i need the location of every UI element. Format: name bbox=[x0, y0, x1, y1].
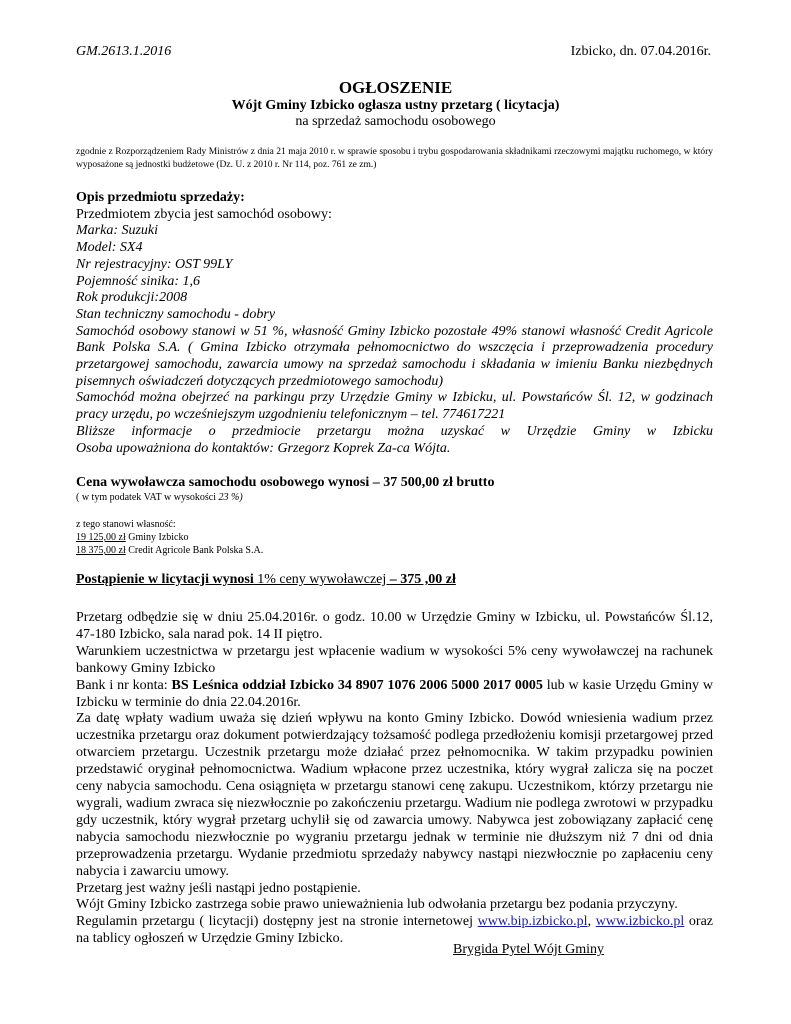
car-make: Marka: Suzuki bbox=[76, 223, 159, 239]
place-and-date: Izbicko, dn. 07.04.2016r. bbox=[570, 44, 711, 59]
more-info: Bliższe informacje o przedmiocie przetargu można uzyskać w Urzędzie Gminy w Izbicku bbox=[76, 423, 713, 439]
vat-value: 23 %) bbox=[218, 492, 243, 503]
bid-step-mid: 1% ceny wywoławczej bbox=[253, 572, 390, 587]
car-model: Model: SX4 bbox=[76, 240, 143, 256]
izbicko-link[interactable]: www.izbicko.pl bbox=[595, 914, 685, 930]
share-row bbox=[76, 544, 263, 557]
link-separator: , bbox=[587, 914, 596, 930]
vat-prefix: ( w tym podatek VAT w wysokości bbox=[76, 492, 219, 503]
car-engine: Pojemność sinika: 1,6 bbox=[76, 273, 201, 289]
description-heading: Opis przedmiotu sprzedaży: bbox=[76, 190, 245, 205]
reservation-paragraph: Wójt Gminy Izbicko zastrzega sobie prawo unieważnienia lub odwołania przetargu bez podania przyczyny. bbox=[76, 897, 678, 913]
regulations-paragraph bbox=[76, 914, 713, 948]
car-registration: Nr rejestracyjny: OST 99LY bbox=[76, 256, 233, 272]
bank-prefix: Bank i nr konta: bbox=[76, 677, 172, 693]
bank-account-paragraph bbox=[76, 678, 713, 712]
car-ownership: Samochód osobowy stanowi w 51 %, własność Gminy Izbicko pozostałe 49% stanowi własność Credit Agricole Bank Polska S.A. ( Gmina Izbicko otrzymała pełnomocnictwo do wszczęcia i przeprowadzenia procedury przetargowej samochodu, zawarcia umowy na sprzedaż samochodu i składania w imieniu Banku niezbędnych pisemnych oświadczeń dotyczących przedmiotowego samochodu) bbox=[76, 323, 713, 389]
document-subtitle: Wójt Gminy Izbicko ogłasza ustny przetarg ( licytacja) bbox=[231, 98, 560, 113]
shares-label: z tego stanowi własność: bbox=[76, 519, 176, 530]
share-owner: Credit Agricole Bank Polska S.A. bbox=[125, 545, 264, 556]
bip-link[interactable]: www.bip.izbicko.pl bbox=[477, 914, 588, 930]
reference-number: GM.2613.1.2016 bbox=[76, 44, 172, 59]
bank-suffix: lub w kasie Urzędu Gminy w Izbicku w terminie do dnia 22.04.2016r. bbox=[76, 677, 713, 710]
description-section bbox=[76, 190, 713, 457]
document-title: OGŁOSZENIE bbox=[338, 78, 453, 97]
deposit-rules-paragraph: Za datę wpłaty wadium uważa się dzień wpływu na konto Gminy Izbicko. Dowód wniesienia wadium przez uczestnika przetargu oraz dokument potwierdzający tożsamość podlega przedłożeniu komisji przetargowej przed otwarciem przetargu. Uczestnik przetargu może działać przez pełnomocnika. W takim przypadku powinien przedstawić oryginał pełnomocnictwa. Wadium wpłacone przez uczestnika, który wygrał zalicza się na poczet ceny nabycia samochodu. Cena osiągnięta w przetargu stanowi cenę zakupu. Uczestnikom, którzy przetargu nie wygrali, wadium zwraca się niezwłocznie po zakończeniu przetargu. Wadium nie podlega zwrotowi w przypadku gdy uczestnik, który wygrał przetarg uchylił się od zawarcia umowy. Nabywca jest zobowiązany zapłacić cenę nabycia samochodu niezwłocznie po wygraniu przetargu jednak w terminie nie dłuższym niż 7 dni od dnia przeprowadzenia przetargu. Wydanie przedmiotu sprzedaży nabywcy nastąpi niezwłocznie po zapłaceniu ceny nabycia i zawarciu umowy. bbox=[76, 711, 713, 879]
vat-line bbox=[76, 491, 243, 504]
signature: Brygida Pytel Wójt Gminy bbox=[453, 942, 605, 957]
terms-section bbox=[76, 610, 713, 948]
share-row bbox=[76, 531, 263, 544]
legal-basis: zgodnie z Rozporządzeniem Rady Ministrów z dnia 21 maja 2010 r. w sprawie sposobu i trybu gospodarowania składnikami rzeczowymi majątku ruchomego, w który wyposażone są jednostki budżetowe (Dz. U. z 2010 r. Nr 114, poz. 761 ze zm.) bbox=[76, 147, 713, 170]
bid-step-line bbox=[76, 572, 713, 589]
car-year: Rok produkcji:2008 bbox=[76, 290, 188, 306]
regulations-suffix: oraz na tablicy ogłoszeń w Urzędzie Gminy Izbicko. bbox=[76, 914, 713, 947]
regulations-prefix: Regulamin przetargu ( licytacji) dostępny jest na stronie internetowej bbox=[76, 914, 478, 930]
car-viewing: Samochód można obejrzeć na parkingu przy Urzędzie Gminy w Izbicku, ul. Powstańców Śl. 12, w godzinach pracy urzędu, po wcześniejszym uzgodnieniu telefonicznym – tel. 774617221 bbox=[76, 390, 713, 423]
share-amount: 18 375,00 zł bbox=[76, 545, 126, 556]
ownership-shares bbox=[76, 518, 263, 557]
share-owner: Gminy Izbicko bbox=[125, 532, 189, 543]
deposit-paragraph: Warunkiem uczestnictwa w przetargu jest wpłacenie wadium w wysokości 5% ceny wywoławczej na rachunek bankowy Gminy Izbicko bbox=[76, 643, 713, 676]
contact-person: Osoba upoważniona do kontaktów: Grzegorz Koprek Za-ca Wójta. bbox=[76, 440, 451, 456]
bank-account: BS Leśnica oddział Izbicko 34 8907 1076 2006 5000 2017 0005 bbox=[171, 677, 543, 693]
bid-step-value: – 375 ,00 zł bbox=[389, 572, 456, 587]
bid-step-label: Postąpienie w licytacji wynosi bbox=[76, 572, 254, 587]
share-amount: 19 125,00 zł bbox=[76, 532, 126, 543]
car-condition: Stan techniczny samochodu - dobry bbox=[76, 306, 276, 322]
document-subtitle-2: na sprzedaż samochodu osobowego bbox=[295, 114, 496, 129]
description-intro: Przedmiotem zbycia jest samochód osobowy: bbox=[76, 206, 332, 222]
auction-date-paragraph: Przetarg odbędzie się w dniu 25.04.2016r. o godz. 10.00 w Urzędzie Gminy w Izbicku, ul. Powstańców Śl.12, 47-180 Izbicko, sala narad pok. 14 II piętro. bbox=[76, 610, 713, 642]
price-line: Cena wywoławcza samochodu osobowego wynosi – 37 500,00 zł brutto bbox=[76, 475, 495, 490]
validity-paragraph: Przetarg jest ważny jeśli nastąpi jedno postąpienie. bbox=[76, 880, 361, 896]
